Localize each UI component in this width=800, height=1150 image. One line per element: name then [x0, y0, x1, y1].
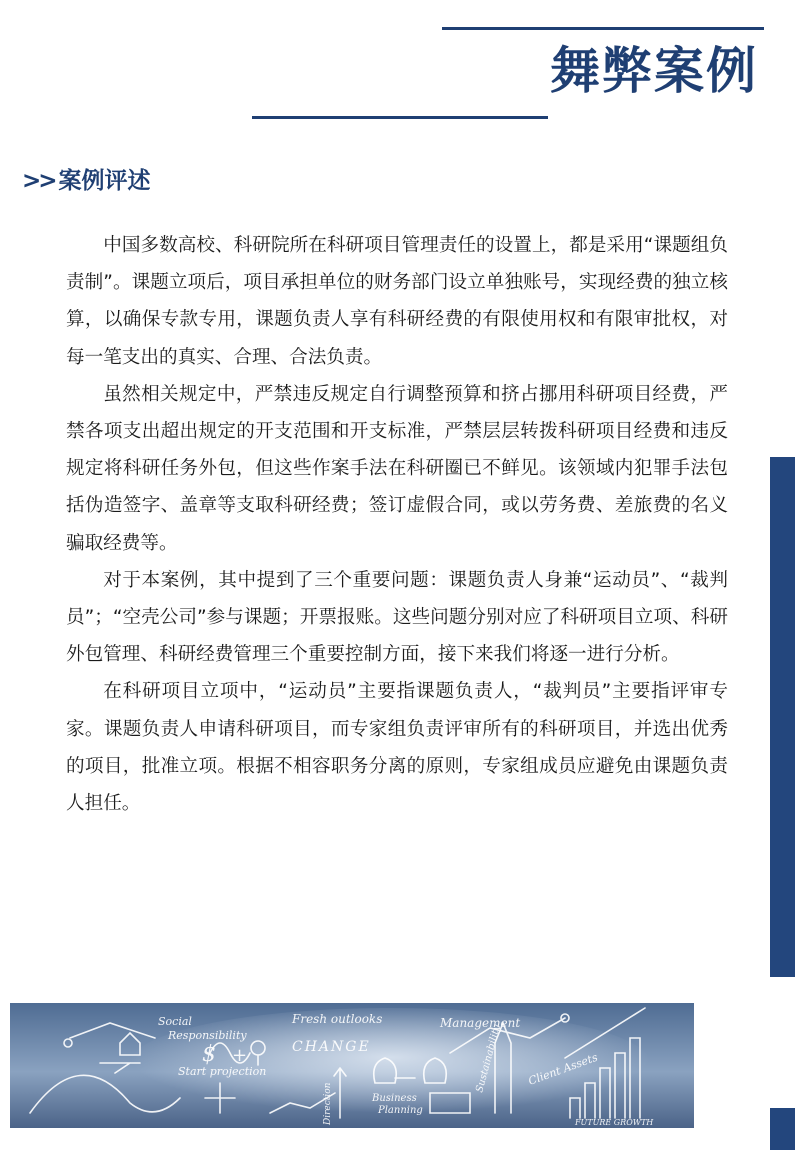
side-accent-bar — [770, 457, 795, 977]
plus-icon: + — [232, 1045, 248, 1066]
doodle-text: Fresh outlooks — [292, 1012, 383, 1026]
double-chevron-icon: >> — [22, 168, 55, 194]
doodle-text: Sustainability — [474, 1023, 503, 1094]
section-heading-text: 案例评述 — [58, 168, 151, 194]
doodle-text: Client Assets — [526, 1050, 600, 1088]
doodle-text: FUTURE GROWTH — [575, 1118, 654, 1127]
doodle-text: Direction — [323, 1082, 333, 1125]
doodle-text: CHANGE — [292, 1039, 371, 1055]
paragraph: 在科研项目立项中，“运动员”主要指课题负责人，“裁判员”主要指评审专家。课题负责人申请科研项目，而专家组负责评审所有的科研项目，并选出优秀的项目，批准立项。根据不相容职务分离的原则，专家组成员应避免由课题负责人担任。 — [66, 681, 728, 815]
doodle-text: Business — [372, 1093, 417, 1104]
doodle-text: Management — [440, 1016, 521, 1030]
business-doodle-banner — [10, 1003, 694, 1128]
page-title: 舞弊案例 — [550, 42, 758, 100]
doodle-text: Planning — [378, 1105, 423, 1116]
section-heading — [22, 164, 151, 198]
doodle-text: Social — [158, 1015, 192, 1028]
header-top-rule — [442, 27, 764, 30]
side-accent-block — [770, 1108, 795, 1150]
header-underline-rule — [252, 116, 548, 119]
doodle-text: Responsibility — [168, 1029, 247, 1042]
paragraph: 中国多数高校、科研院所在科研项目管理责任的设置上，都是采用“课题组负责制”。课题立项后，项目承担单位的财务部门设立单独账号，实现经费的独立核算，以确保专款专用，课题负责人享有科研经费的有限使用权和有限审批权，对每一笔支出的真实、合理、合法负责。 — [66, 235, 728, 368]
paragraph: 虽然相关规定中，严禁违反规定自行调整预算和挤占挪用科研项目经费，严禁各项支出超出规定的开支范围和开支标准，严禁层层转拨科研项目经费和违反规定将科研任务外包，但这些作案手法在科研圈已不鲜见。该领域内犯罪手法包括伪造签字、盖章等支取科研经费；签订虚假合同，或以劳务费、差旅费的名义骗取经费等。 — [66, 383, 728, 554]
body-text — [66, 227, 728, 822]
doodle-text: Start projection — [178, 1065, 267, 1078]
paragraph: 对于本案例，其中提到了三个重要问题：课题负责人身兼“运动员”、“裁判员”；“空壳公司”参与课题；开票报账。这些问题分别对应了科研项目立项、科研外包管理、科研经费管理三个重要控制方面，接下来我们将逐一进行分析。 — [66, 569, 728, 666]
dollar-icon: $ — [202, 1042, 216, 1067]
